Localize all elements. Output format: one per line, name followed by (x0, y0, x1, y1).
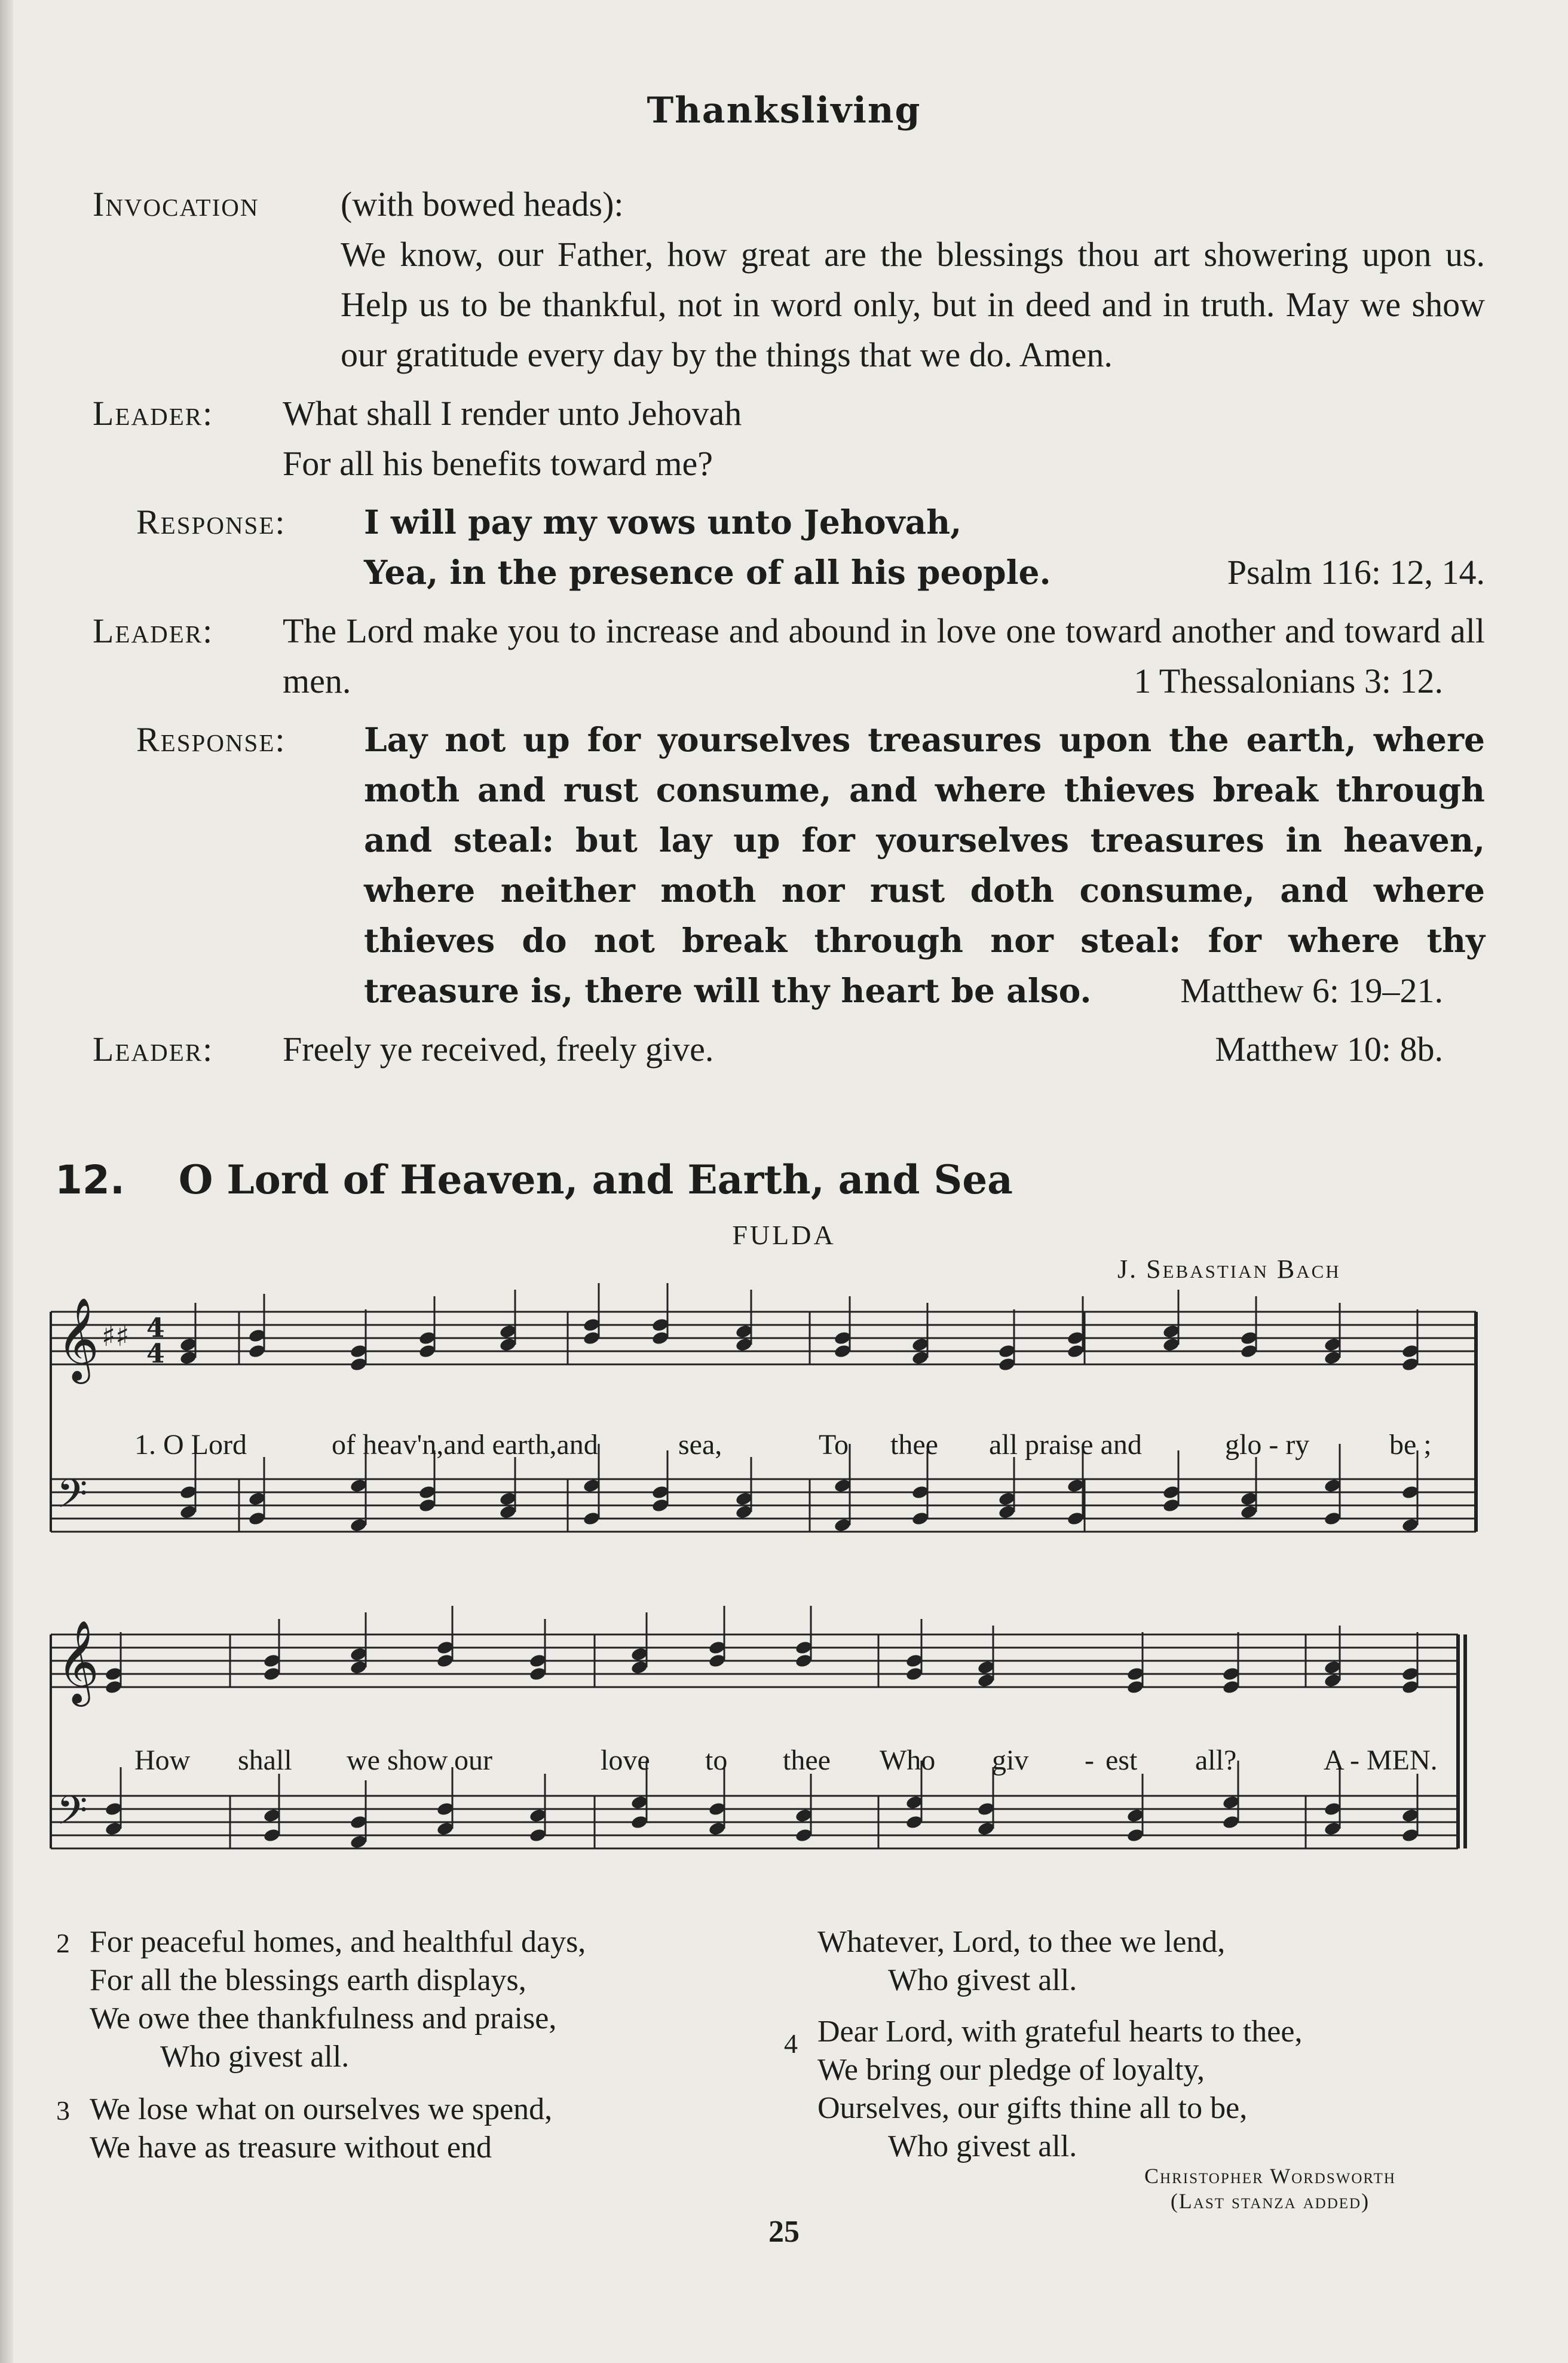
note-head (911, 1350, 930, 1366)
note-head (179, 1350, 198, 1366)
note-head (1324, 1821, 1342, 1836)
note-head (418, 1498, 437, 1513)
note-head (1324, 1511, 1342, 1526)
stanza-4-number: 4 (784, 2028, 798, 2059)
composer: J. Sebastian Bach (1117, 1254, 1341, 1284)
note-head (1162, 1498, 1181, 1513)
treble-clef-icon: 𝄞 (57, 1620, 99, 1703)
note-head (1222, 1666, 1241, 1682)
note-head (630, 1795, 649, 1810)
stanza-2-number: 2 (56, 1928, 70, 1958)
note-head (977, 1821, 996, 1836)
note-head (105, 1821, 123, 1836)
lyric-syllable: be ; (1389, 1429, 1432, 1461)
key-signature-icon: ♯♯ (102, 1320, 130, 1353)
note-head (583, 1317, 601, 1333)
stanza-line: We owe thee thankfulness and praise, (90, 2001, 557, 2036)
responsive-reading (93, 179, 1485, 1075)
note-head (1324, 1337, 1342, 1352)
note-head (179, 1504, 198, 1520)
note-head (583, 1330, 601, 1346)
note-head (1126, 1808, 1145, 1823)
leader-2-reference: 1 Thessalonians 3: 12. (1134, 662, 1443, 700)
response-1-line-1: I will pay my vows unto Jehovah, (364, 503, 962, 541)
note-head (263, 1653, 281, 1669)
note-head (350, 1834, 368, 1850)
note-head (105, 1801, 123, 1817)
note-head (350, 1343, 368, 1359)
lyric-syllable: - (1085, 1744, 1094, 1776)
note-head (418, 1330, 437, 1346)
note-head (708, 1821, 727, 1836)
note-head (1067, 1511, 1085, 1526)
note-head (1222, 1795, 1241, 1810)
response-label: Response: (136, 503, 286, 541)
note-head (350, 1814, 368, 1830)
lyric-syllable: of heav'n,and earth,and (332, 1429, 598, 1461)
note-head (499, 1491, 517, 1507)
note-head (1162, 1484, 1181, 1500)
lyric-syllable: thee (783, 1744, 831, 1776)
time-signature-icon: 4 (146, 1313, 165, 1343)
hymn-title: O Lord of Heaven, and Earth, and Sea (178, 1156, 1013, 1203)
note-head (977, 1801, 996, 1817)
note-head (708, 1653, 727, 1669)
note-head (263, 1808, 281, 1823)
note-head (795, 1653, 813, 1669)
note-head (735, 1504, 754, 1520)
response-1-line-2: Yea, in the presence of all his people. (364, 553, 1051, 592)
note-head (998, 1343, 1016, 1359)
invocation-text: We know, our Father, how great are the blessings thou art showering upon us. Help us to be thankful, not in word only, but in deed and in truth. May we show our gratitude every day by the things that we do. Amen. (341, 235, 1485, 374)
note-head (1401, 1808, 1420, 1823)
invocation-amen: Amen. (1019, 335, 1113, 374)
note-head (105, 1666, 123, 1682)
note-head (630, 1814, 649, 1830)
section-title: Thanksliving (647, 90, 921, 131)
invocation-rubric: (with bowed heads): (341, 185, 624, 224)
note-head (795, 1828, 813, 1843)
note-head (350, 1478, 368, 1493)
note-head (1240, 1330, 1258, 1346)
leader-1-line-1: What shall I render unto Jehovah (283, 394, 742, 433)
stanza-line: Dear Lord, with grateful hearts to thee, (817, 2015, 1303, 2049)
lyric-syllable: thee (890, 1429, 938, 1461)
note-head (911, 1337, 930, 1352)
note-head (1324, 1478, 1342, 1493)
note-head (179, 1337, 198, 1352)
note-head (499, 1324, 517, 1339)
note-head (1401, 1343, 1420, 1359)
note-head (834, 1478, 852, 1493)
response-2-text: Lay not up for yourselves treasures upon the earth, where moth and rust consume, and where thieves break through and steal: but lay up for yourselves treasures in heaven, where neither moth nor rust doth consume, and where thieves do not break through nor steal: for where thy treasure is, there will thy heart be also. (364, 720, 1485, 1010)
note-head (834, 1517, 852, 1533)
note-head (708, 1640, 727, 1655)
note-head (651, 1330, 670, 1346)
note-head (418, 1343, 437, 1359)
leader-label: Leader: (93, 394, 214, 433)
note-head (651, 1484, 670, 1500)
note-head (1067, 1478, 1085, 1493)
note-head (105, 1679, 123, 1695)
stanza-2 (56, 1923, 586, 2076)
lyric-syllable: love (601, 1744, 650, 1776)
stanza-line: Who givest all. (160, 2040, 350, 2074)
note-head (905, 1666, 924, 1682)
note-head (905, 1814, 924, 1830)
note-head (529, 1808, 547, 1823)
note-head (1126, 1679, 1145, 1695)
stanza-line: For peaceful homes, and healthful days, (90, 1925, 586, 1959)
lyric-syllable: all praise and (989, 1429, 1142, 1461)
note-head (350, 1646, 368, 1662)
note-head (795, 1808, 813, 1823)
lyric-syllable: To (819, 1429, 849, 1461)
leader-1 (93, 388, 1485, 489)
time-signature-icon: 4 (146, 1339, 165, 1369)
stanza-3 (56, 2090, 586, 2167)
note-head (418, 1484, 437, 1500)
bass-clef-icon: 𝄢 (57, 1787, 88, 1843)
response-2-reference: Matthew 6: 19–21. (1180, 971, 1443, 1010)
response-label: Response: (136, 720, 286, 759)
note-head (263, 1666, 281, 1682)
note-head (998, 1491, 1016, 1507)
note-head (630, 1660, 649, 1675)
lyric-syllable: glo - ry (1225, 1429, 1310, 1461)
note-head (1401, 1666, 1420, 1682)
hymn-number: 12. (55, 1157, 125, 1203)
note-head (1067, 1330, 1085, 1346)
note-head (1324, 1350, 1342, 1366)
note-head (1324, 1660, 1342, 1675)
stanza-column-right (784, 1923, 1303, 2166)
note-head (735, 1324, 754, 1339)
note-head (735, 1491, 754, 1507)
page-number: 25 (768, 2215, 800, 2249)
note-head (529, 1666, 547, 1682)
note-head (1222, 1814, 1241, 1830)
stanza-4 (784, 2013, 1303, 2166)
note-head (350, 1660, 368, 1675)
stanza-line: We have as treasure without end (90, 2131, 492, 2165)
note-head (1067, 1343, 1085, 1359)
leader-2 (93, 606, 1485, 706)
note-head (1240, 1491, 1258, 1507)
leader-1-line-2: For all his benefits toward me? (283, 444, 713, 483)
lyric-syllable: to (705, 1744, 728, 1776)
note-head (248, 1511, 267, 1526)
response-1 (93, 497, 1485, 598)
note-head (499, 1337, 517, 1352)
note-head (1401, 1679, 1420, 1695)
lyric-syllable: Who (880, 1744, 936, 1776)
leader-3-reference: Matthew 10: 8b. (1215, 1030, 1443, 1069)
lyric-syllable: est (1105, 1744, 1138, 1776)
note-head (529, 1653, 547, 1669)
note-head (834, 1343, 852, 1359)
note-head (1222, 1679, 1241, 1695)
stanza-line: Ourselves, our gifts thine all to be, (817, 2091, 1248, 2125)
note-head (1162, 1324, 1181, 1339)
note-head (905, 1795, 924, 1810)
note-head (350, 1517, 368, 1533)
hymn-heading (55, 1156, 1513, 1203)
leader-3 (93, 1024, 1485, 1075)
note-head (998, 1504, 1016, 1520)
stanza-line: Whatever, Lord, to thee we lend, (817, 1925, 1226, 1959)
note-head (248, 1328, 267, 1343)
page-edge (0, 0, 13, 2363)
credit-name: Christopher Wordsworth (1144, 2164, 1396, 2188)
stanza-3-number: 3 (56, 2095, 70, 2126)
note-head (436, 1801, 455, 1817)
lyric-syllable: all? (1195, 1744, 1237, 1776)
stanza-3-continued (817, 1923, 1302, 2000)
note-head (834, 1330, 852, 1346)
stanza-line: Who givest all. (888, 2129, 1077, 2163)
note-head (436, 1653, 455, 1669)
credit-note: (Last stanza added) (1170, 2189, 1370, 2213)
note-head (263, 1828, 281, 1843)
note-head (1401, 1517, 1420, 1533)
note-head (1324, 1673, 1342, 1688)
note-head (529, 1828, 547, 1843)
note-head (499, 1504, 517, 1520)
note-head (998, 1357, 1016, 1372)
lyric-syllable: our (454, 1744, 492, 1776)
treble-clef-icon: 𝄞 (57, 1297, 99, 1381)
leader-2-text: The Lord make you to increase and abound in love one toward another and toward all men. (283, 611, 1485, 700)
note-head (248, 1491, 267, 1507)
note-head (977, 1673, 996, 1688)
stanza-line: For all the blessings earth displays, (90, 1963, 526, 1997)
stanza-line: We bring our pledge of loyalty, (817, 2053, 1205, 2087)
note-head (651, 1317, 670, 1333)
tune-name: FULDA (732, 1220, 836, 1250)
invocation-label: Invocation (93, 185, 259, 224)
note-head (583, 1478, 601, 1493)
note-head (1240, 1343, 1258, 1359)
note-head (1324, 1801, 1342, 1817)
note-head (630, 1646, 649, 1662)
stanza-column-left (56, 1923, 586, 2167)
lyric-syllable: 1. O Lord (134, 1429, 247, 1461)
lyric-syllable: How (134, 1744, 191, 1776)
note-head (1162, 1337, 1181, 1352)
note-head (1401, 1828, 1420, 1843)
leader-label: Leader: (93, 611, 214, 650)
note-head (1401, 1357, 1420, 1372)
note-head (248, 1343, 267, 1359)
text-credit (1144, 2163, 1396, 2214)
stanza-line: We lose what on ourselves we spend, (90, 2092, 553, 2126)
stanza-line: Who givest all. (888, 1963, 1077, 1997)
note-head (911, 1511, 930, 1526)
note-head (179, 1484, 198, 1500)
note-head (1401, 1484, 1420, 1500)
note-head (708, 1801, 727, 1817)
note-head (350, 1357, 368, 1372)
note-head (795, 1640, 813, 1655)
leader-3-text: Freely ye received, freely give. (283, 1030, 714, 1069)
note-head (651, 1498, 670, 1513)
note-head (977, 1660, 996, 1675)
lyric-syllable: shall (238, 1744, 292, 1776)
bass-clef-icon: 𝄢 (57, 1471, 88, 1526)
note-head (1126, 1828, 1145, 1843)
response-2 (93, 715, 1485, 1016)
note-head (905, 1653, 924, 1669)
note-head (1126, 1666, 1145, 1682)
leader-label: Leader: (93, 1030, 214, 1069)
response-1-reference: Psalm 116: 12, 14. (1227, 553, 1485, 592)
lyric-syllable: giv (992, 1744, 1029, 1776)
note-head (735, 1337, 754, 1352)
note-head (1240, 1504, 1258, 1520)
invocation (93, 179, 1485, 229)
note-head (583, 1511, 601, 1526)
lyric-syllable: A - MEN. (1324, 1744, 1438, 1776)
lyric-syllable: sea, (678, 1429, 722, 1461)
note-head (911, 1484, 930, 1500)
lyric-syllable: we show (347, 1744, 448, 1776)
note-head (436, 1821, 455, 1836)
note-head (436, 1640, 455, 1655)
